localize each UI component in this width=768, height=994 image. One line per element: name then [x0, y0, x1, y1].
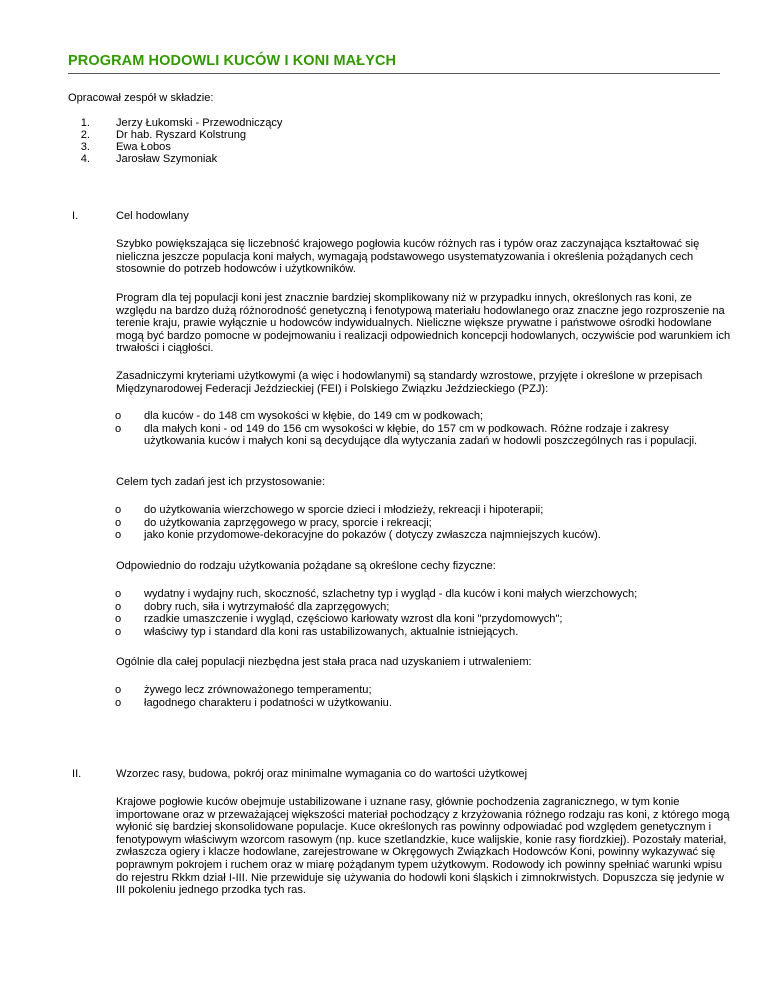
section-2-heading: Wzorzec rasy, budowa, pokrój oraz minimalne wymagania co do wartości użytkowej: [116, 768, 528, 780]
section-1-paragraph-1: Szybko powiększająca się liczebność krajowego pogłowia kuców różnych ras i typów oraz zaczynająca kształtować się nieliczna jeszcze populacja koni małych, wymagają podstawowego usystematyzowania i określenia pożądanych cech stosownie do potrzeb hodowców i użytkowników.: [116, 238, 700, 276]
section-1-paragraph-6: Ogólnie dla całej populacji niezbędna jest stała praca nad uzyskaniem i utrwaleniem:: [116, 656, 532, 668]
list-item: o łagodnego charakteru i podatności w użytkowaniu.: [115, 696, 392, 709]
section-1-heading: Cel hodowlany: [116, 210, 189, 222]
document-page: PROGRAM HODOWLI KUCÓW I KONI MAŁYCH Opracował zespół w składzie: 1. Jerzy Łukomski - Przewodniczący 2. Dr hab. Ryszard Kolstrung 3. Ewa Łobos 4. Jarosław Szymoniak I. Cel hodowlany Szybko powiększająca się liczebność krajowego pogłowia kuców różnych ras i typów oraz zaczynająca kształtować się nieliczna jeszcze populacja koni małych, wymagają podstawowego usystematyzowania i określenia pożądanych cech stosownie do potrzeb hodowców i użytkowników. Program dla tej populacji koni jest znacznie bardziej skomplikowany niż w przypadku innych, określonych ras koni, ze względu na bardzo dużą różnorodność genetyczną i fenotypową materiału hodowlanego oraz znaczne jego rozproszenie na terenie kraju, prawie wyłącznie u hodowców indywidualnych. Nieliczne większe prywatne i państwowe ośrodki hodowlane mogą być bardzo pomocne w podejmowaniu i realizacji odpowiednich koncepcji hodowlanych, oczywiście pod warunkiem ich trwałości i ciągłości. Zasadniczymi kryteriami użytkowymi (a więc i hodowlanymi) są standardy wzrostowe, przyjęte i określone w przepisach Międzynarodowej Federacji Jeździeckiej (FEI) i Polskiego Związku Jeździeckiego (PZJ): o dla kuców - do 148 cm wysokości w kłębie, do 149 cm w podkowach; o dla małych koni - od 149 do 156 cm wysokości w kłębie, do 157 cm w podkowach. Różne rodzaje i zakresy użytkowania kuców i małych koni są decydujące dla wytyczania zadań w hodowli poszczególnych ras i populacji. Celem tych zadań jest ich przystosowanie: o do użytkowania wierzchowego w sporcie dzieci i młodzieży, rekreacji i hipoterapii; o do użytkowania zaprzęgowego w pracy, sporcie i rekreacji; o jako konie przydomowe-dekoracyjne do pokazów ( dotyczy zwłaszcza najmniejszych kuców). Odpowiednio do rodzaju użytkowania pożądane są określone cechy fizyczne: o wydatny i wydajny ruch, skoczność, szlachetny typ i wygląd - dla kuców i koni małych wierzchowych; o dobry ruch, siła i wytrzymałość dla zaprzęgowych; o rzadkie umaszczenie i wygląd, częściowo karłowaty wzrost dla koni "przydomowych"; o właściwy typ i standard dla koni ras ustabilizowanych, aktualnie istniejących. Ogólnie dla całej populacji niezbędna jest stała praca nad uzyskaniem i utrwaleniem: o żywego lecz zrównoważonego temperamentu; o łagodnego charakteru i podatności w użytkowaniu. II. Wzorzec rasy, budowa, pokrój oraz minimalne wymagania co do wartości użytkowej Krajowe pogłowie kuców obejmuje ustabilizowane i uznane rasy, głównie pochodzenia zagranicznego, w tym konie importowane oraz w przeważającej większości materiał pochodzący z krzyżowania różnego rodzaju ras koni, z którego mogą wyłonić się bardziej skonsolidowane populacje. Kuce określonych ras powinny odpowiadać pod względem genetycznym i fenotypowym właściwym wzorcom rasowym (np. kuce szetlandzkie, kuce walijskie, konie rasy fiordzkiej). Pozostały materiał, zwłaszcza ogiery i klacze hodowlane, zarejestrowane w Okręgowych Związkach Hodowców Koni, powinny wykazywać się poprawnym pokrojem i ruchem oraz w miarę pożądanym typem użytkowym. Rodowody ich powinny spełniać warunki wpisu do rejestru Rkkm dział I-III. Nie przewiduje się używania do hodowli koni śląskich i zimnokrwistych. Dopuszcza się jedynie w III pokoleniu jednego przodka tych ras.: [68, 53, 731, 897]
section-1-paragraph-3: Zasadniczymi kryteriami użytkowymi (a więc i hodowlanymi) są standardy wzrostowe, przyjęte i określone w przepisach Międzynarodowej Federacji Jeździeckiej (FEI) i Polskiego Związku Jeździeckiego (PZJ):: [116, 370, 703, 395]
list-item: o do użytkowania wierzchowego w sporcie dzieci i młodzieży, rekreacji i hipoterapii;: [115, 504, 544, 516]
bullet-list-purposes: [115, 504, 724, 542]
section-2-numeral: II.: [72, 768, 82, 780]
team-intro: Opracował zespół w składzie:: [68, 92, 214, 104]
document-title: PROGRAM HODOWLI KUCÓW I KONI MAŁYCH: [68, 53, 720, 74]
bullet-list-height-standards: [115, 410, 724, 448]
bullet-list-physical-traits: [115, 588, 724, 638]
list-item: o jako konie przydomowe-dekoracyjne do pokazów ( dotyczy zwłaszcza najmniejszych kuców).: [115, 529, 601, 542]
list-item: o do użytkowania zaprzęgowego w pracy, sporcie i rekreacji;: [115, 516, 432, 529]
section-2-paragraph-1: Krajowe pogłowie kuców obejmuje ustabilizowane i uznane rasy, głównie pochodzenia zagranicznego, w tym konie importowane oraz w przeważającej większości materiał pochodzący z krzyżowania różnego rodzaju ras koni, z którego mogą wyłonić się bardziej skonsolidowane populacje. Kuce określonych ras powinny odpowiadać pod względem genetycznym i fenotypowym właściwym wzorcom rasowym (np. kuce szetlandzkie, kuce walijskie, konie rasy fiordzkiej). Pozostały materiał, zwłaszcza ogiery i klacze hodowlane, zarejestrowane w Okręgowych Związkach Hodowców Koni, powinny wykazywać się poprawnym pokrojem i ruchem oraz w miarę pożądanym typem użytkowym. Rodowody ich powinny spełniać warunki wpisu do rejestru Rkkm dział I-III. Nie przewiduje się używania do hodowli koni śląskich i zimnokrwistych. Dopuszcza się jedynie w III pokoleniu jednego przodka tych ras.: [116, 796, 730, 897]
list-item: o rzadkie umaszczenie i wygląd, częściowo karłowaty wzrost dla koni "przydomowych";: [115, 613, 563, 626]
section-1-paragraph-4: Celem tych zadań jest ich przystosowanie:: [116, 476, 326, 488]
list-item: o dla małych koni - od 149 do 156 cm wysokości w kłębie, do 157 cm w podkowach. Różne rodzaje i zakresy użytkowania kuców i małych koni są decydujące dla wytyczania zadań w hodowli poszczególnych ras i populacji.: [115, 422, 698, 448]
list-item: o wydatny i wydajny ruch, skoczność, szlachetny typ i wygląd - dla kuców i koni małych wierzchowych;: [115, 588, 638, 600]
list-item: o właściwy typ i standard dla koni ras ustabilizowanych, aktualnie istniejących.: [115, 625, 519, 638]
list-item: o dla kuców - do 148 cm wysokości w kłębie, do 149 cm w podkowach;: [115, 410, 484, 422]
section-1-numeral: I.: [72, 210, 79, 222]
list-item: o żywego lecz zrównoważonego temperamentu;: [115, 684, 372, 696]
section-1-paragraph-5: Odpowiednio do rodzaju użytkowania pożądane są określone cechy fizyczne:: [116, 560, 496, 572]
bullet-list-temperament: [115, 684, 724, 709]
section-1-paragraph-2: Program dla tej populacji koni jest znacznie bardziej skomplikowany niż w przypadku innych, określonych ras koni, ze względu na bardzo dużą różnorodność genetyczną i fenotypową materiału hodowlanego oraz znaczne jego rozproszenie na terenie kraju, prawie wyłącznie u hodowców indywidualnych. Nieliczne większe prywatne i państwowe ośrodki hodowlane mogą być bardzo pomocne w podejmowaniu i realizacji odpowiednich koncepcji hodowlanych, oczywiście pod warunkiem ich trwałości i ciągłości.: [116, 292, 731, 355]
list-item: o dobry ruch, siła i wytrzymałość dla zaprzęgowych;: [115, 600, 390, 613]
